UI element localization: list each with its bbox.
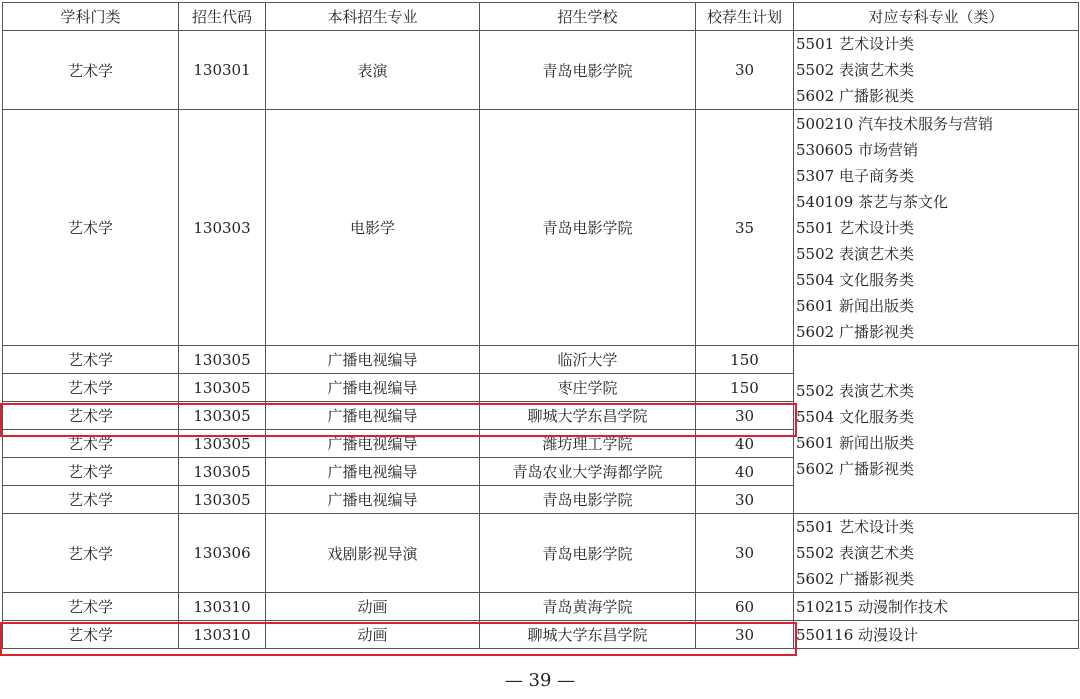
category-cell: 艺术学: [3, 514, 179, 593]
code-cell: 130305: [179, 374, 266, 402]
school-cell: 青岛电影学院: [480, 514, 696, 593]
college-major-item: 5602 广播影视类: [796, 322, 914, 341]
category-cell: 艺术学: [3, 458, 179, 486]
college-major-item: 5602 广播影视类: [796, 459, 914, 478]
plan-cell: 150: [696, 374, 794, 402]
header-row: [3, 3, 1079, 31]
table-row: [3, 514, 1079, 593]
plan-cell: 150: [696, 346, 794, 374]
code-cell: 130310: [179, 621, 266, 649]
plan-cell: 40: [696, 430, 794, 458]
header-college-majors: 对应专科专业（类）: [794, 3, 1079, 31]
major-cell: 广播电视编导: [266, 346, 480, 374]
plan-cell: 30: [696, 402, 794, 430]
major-cell: 戏剧影视导演: [266, 514, 480, 593]
code-cell: 130306: [179, 514, 266, 593]
college-majors-cell: [794, 621, 1079, 649]
college-major-item: 5602 广播影视类: [796, 570, 914, 588]
header-school: 招生学校: [480, 3, 696, 31]
code-cell: 130301: [179, 31, 266, 110]
page-number: — 39 —: [504, 670, 576, 691]
header-category: 学科门类: [3, 3, 179, 31]
code-cell: 130305: [179, 430, 266, 458]
code-cell: 130305: [179, 486, 266, 514]
major-cell: 广播电视编导: [266, 430, 480, 458]
college-major-item: 5601 新闻出版类: [796, 296, 914, 315]
college-major-item: 540109 茶艺与茶文化: [796, 192, 949, 211]
category-cell: 艺术学: [3, 486, 179, 514]
category-cell: 艺术学: [3, 430, 179, 458]
code-cell: 130305: [179, 402, 266, 430]
plan-cell: 40: [696, 458, 794, 486]
school-cell: 潍坊理工学院: [480, 430, 696, 458]
school-cell: 青岛电影学院: [480, 31, 696, 110]
school-cell: 青岛农业大学海都学院: [480, 458, 696, 486]
school-cell: 聊城大学东昌学院: [480, 402, 696, 430]
college-majors-cell: [794, 31, 1079, 110]
school-cell: 青岛电影学院: [480, 486, 696, 514]
major-cell: 动画: [266, 621, 480, 649]
college-major-item: 5504 文化服务类: [796, 270, 914, 289]
header-code: 招生代码: [179, 3, 266, 31]
college-major-item: 5502 表演艺术类: [796, 244, 914, 263]
plan-cell: 35: [696, 110, 794, 346]
college-major-item: 5502 表演艺术类: [796, 61, 914, 79]
table-row: [3, 110, 1079, 346]
school-cell: 临沂大学: [480, 346, 696, 374]
major-cell: 电影学: [266, 110, 480, 346]
school-cell: 青岛黄海学院: [480, 593, 696, 621]
code-cell: 130305: [179, 458, 266, 486]
enrollment-table: [2, 2, 1079, 649]
plan-cell: 60: [696, 593, 794, 621]
category-cell: 艺术学: [3, 31, 179, 110]
major-cell: 动画: [266, 593, 480, 621]
table-row: [3, 621, 1079, 649]
major-cell: 广播电视编导: [266, 458, 480, 486]
code-cell: 130310: [179, 593, 266, 621]
college-major-item: 530605 市场营销: [796, 140, 919, 159]
college-major-item: 5602 广播影视类: [796, 87, 914, 105]
major-cell: 广播电视编导: [266, 486, 480, 514]
category-cell: 艺术学: [3, 621, 179, 649]
category-cell: 艺术学: [3, 346, 179, 374]
college-major-item: 500210 汽车技术服务与营销: [796, 114, 994, 133]
school-cell: 聊城大学东昌学院: [480, 621, 696, 649]
college-major-item: 510215 动漫制作技术: [796, 597, 949, 616]
college-majors-cell: [794, 346, 1079, 514]
table-row: [3, 31, 1079, 110]
college-major-item: 5307 电子商务类: [796, 166, 914, 185]
college-major-item: 5504 文化服务类: [796, 407, 914, 426]
category-cell: 艺术学: [3, 402, 179, 430]
code-cell: 130305: [179, 346, 266, 374]
college-majors-cell: [794, 514, 1079, 593]
header-major: 本科招生专业: [266, 3, 480, 31]
plan-cell: 30: [696, 621, 794, 649]
college-major-item: 5501 艺术设计类: [796, 518, 914, 536]
code-cell: 130303: [179, 110, 266, 346]
major-cell: 表演: [266, 31, 480, 110]
plan-cell: 30: [696, 486, 794, 514]
header-plan: 校荐生计划: [696, 3, 794, 31]
college-major-item: 550116 动漫设计: [796, 625, 919, 644]
college-majors-cell: [794, 593, 1079, 621]
plan-cell: 30: [696, 514, 794, 593]
major-cell: 广播电视编导: [266, 402, 480, 430]
college-major-item: 5501 艺术设计类: [796, 35, 914, 53]
major-cell: 广播电视编导: [266, 374, 480, 402]
college-major-item: 5502 表演艺术类: [796, 381, 914, 400]
college-major-item: 5501 艺术设计类: [796, 218, 914, 237]
college-major-item: 5502 表演艺术类: [796, 544, 914, 562]
school-cell: 青岛电影学院: [480, 110, 696, 346]
category-cell: 艺术学: [3, 593, 179, 621]
category-cell: 艺术学: [3, 374, 179, 402]
table-row: [3, 346, 1079, 374]
plan-cell: 30: [696, 31, 794, 110]
table-body: [3, 31, 1079, 649]
category-cell: 艺术学: [3, 110, 179, 346]
table-row: [3, 593, 1079, 621]
college-major-item: 5601 新闻出版类: [796, 433, 914, 452]
college-majors-cell: [794, 110, 1079, 346]
school-cell: 枣庄学院: [480, 374, 696, 402]
